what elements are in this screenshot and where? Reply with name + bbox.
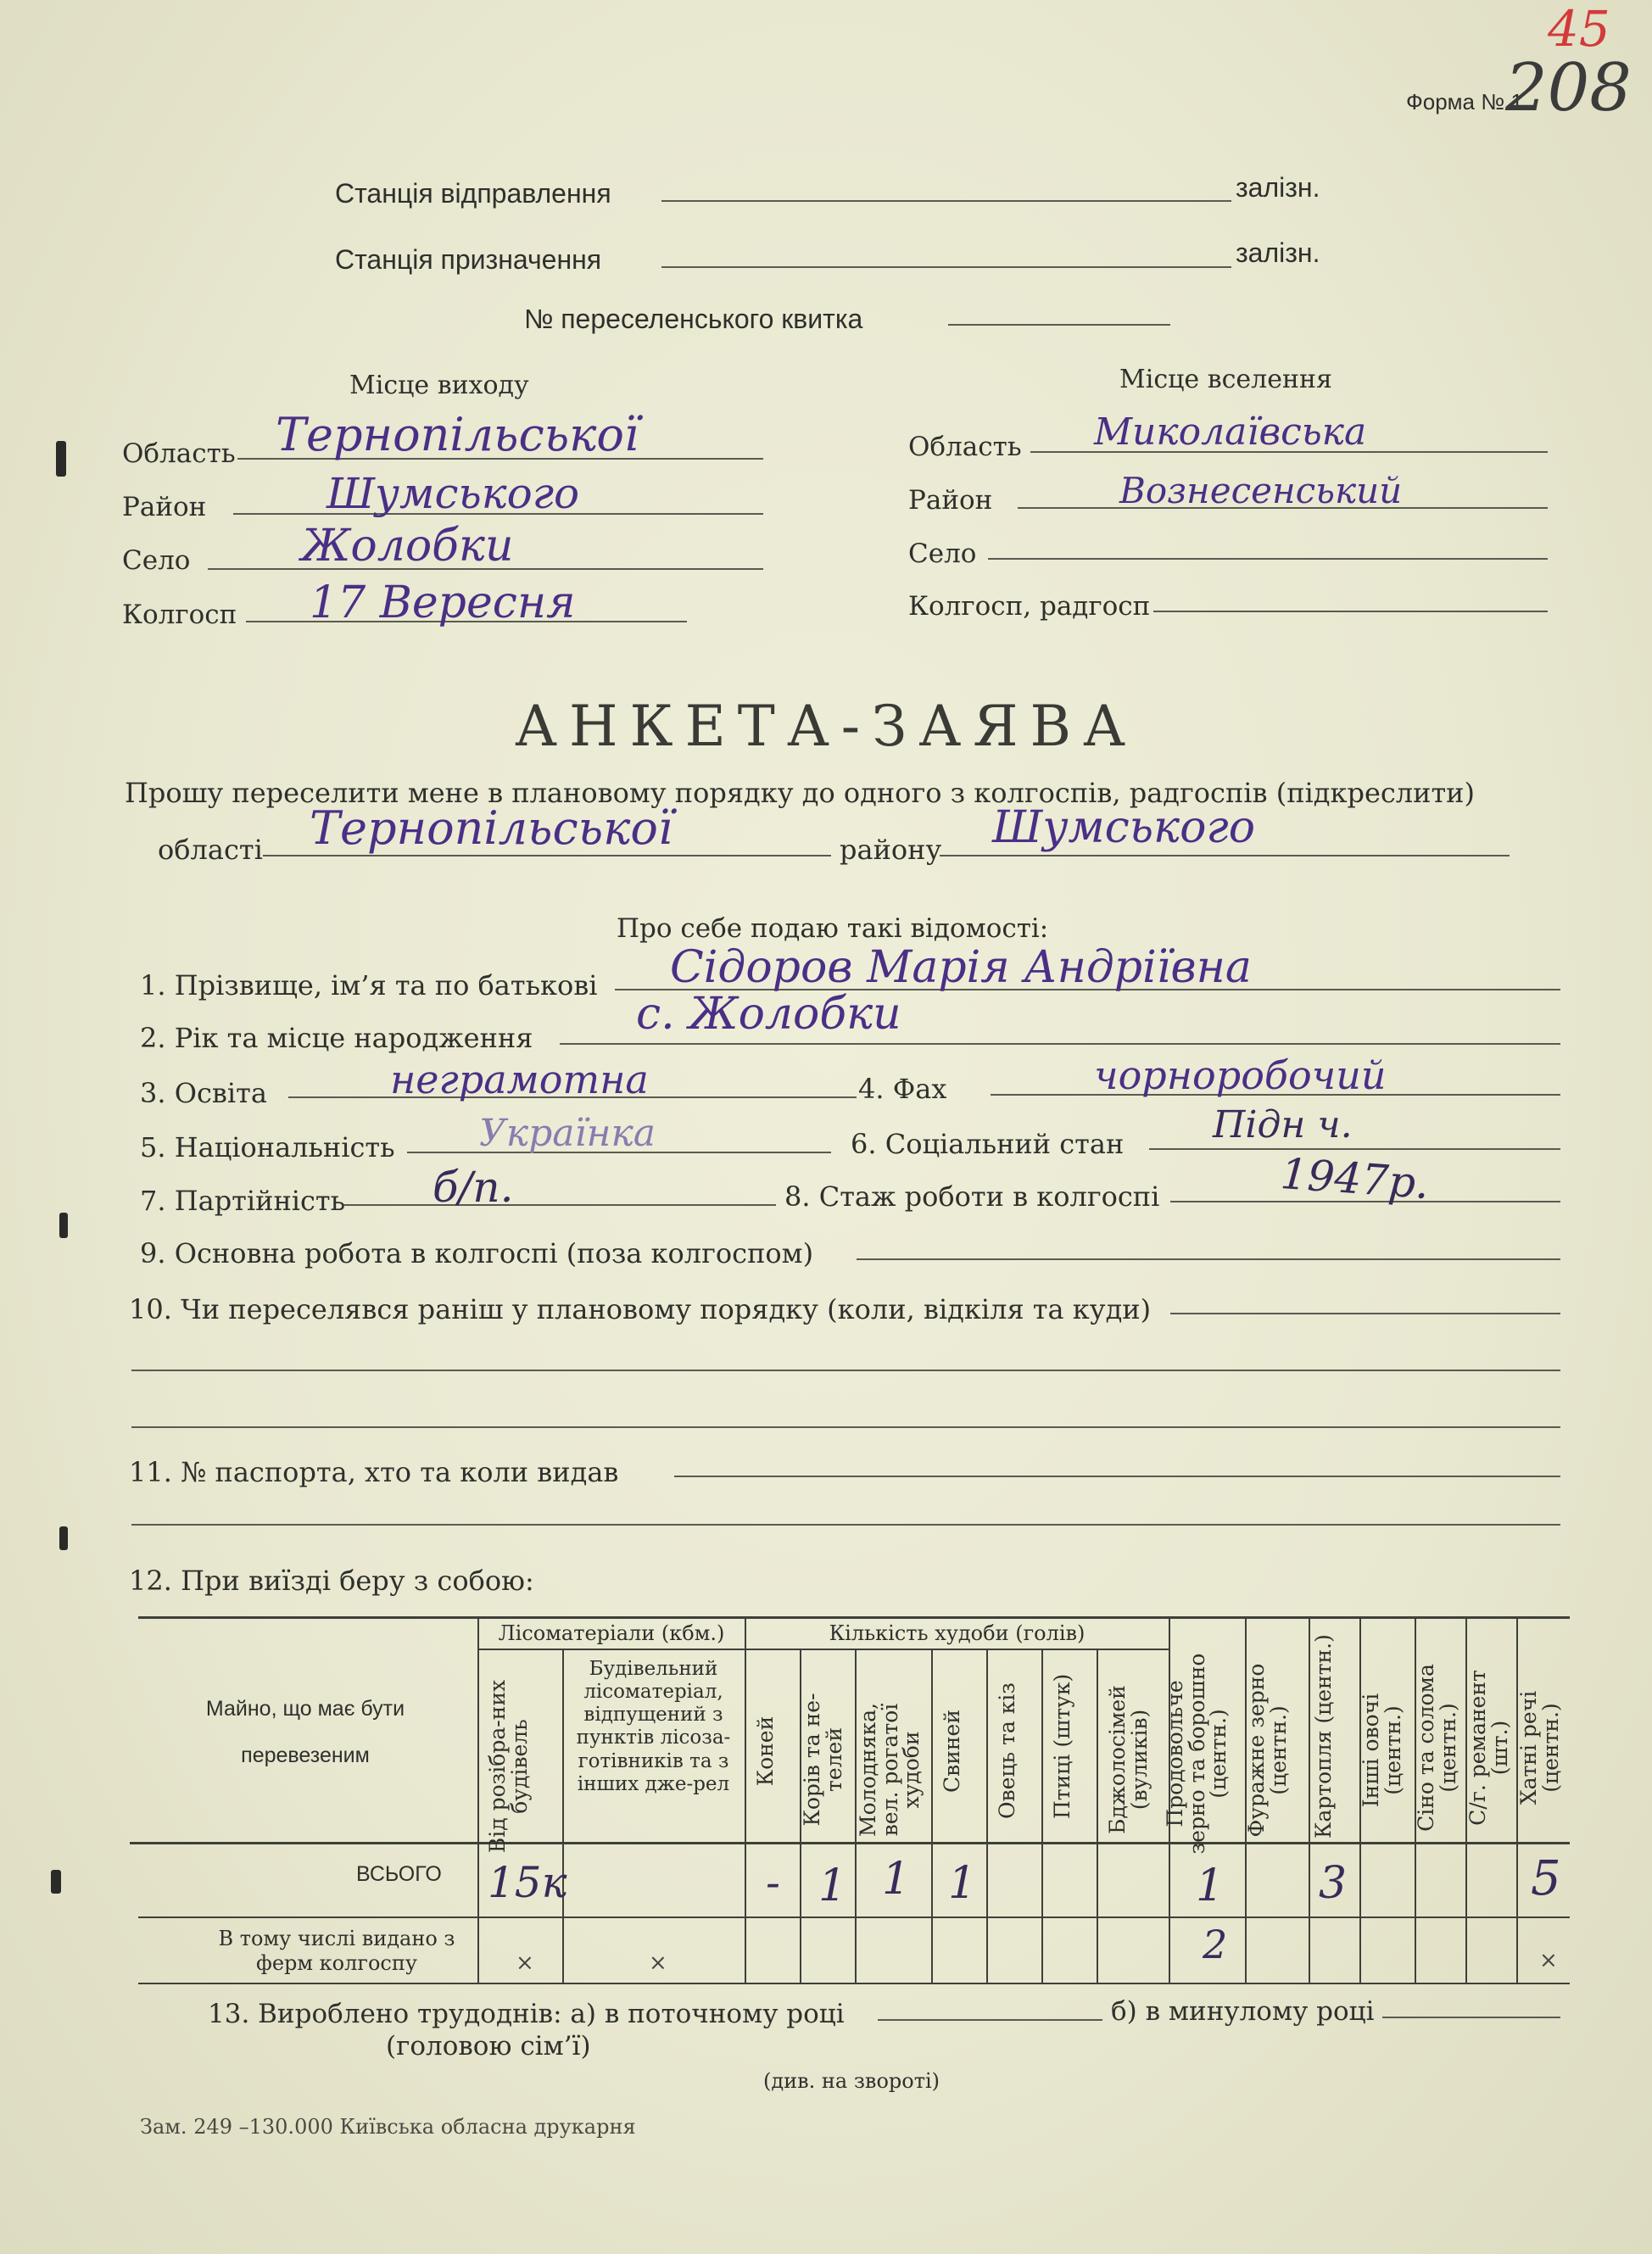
table-line [1041, 1649, 1043, 1983]
ticket-line [948, 324, 1170, 326]
field-10-line [131, 1370, 1560, 1371]
destination-raion-value: Вознесенський [1119, 470, 1403, 511]
field-11-line [131, 1524, 1560, 1526]
col-building-lumber-header: Будівельний лісоматеріал, відпущений з пунктів лісоза-готівників та з інших дже-рел [576, 1658, 731, 1795]
col-veg-header: Інші овочі (центн.) [1359, 1693, 1405, 1808]
group-lumber-header: Лісоматеріали (кбм.) [498, 1621, 725, 1645]
origin-oblast-label: Область [122, 438, 236, 469]
workdays-label: 13. Вироблено трудоднів: а) в поточному році [208, 1999, 845, 2029]
field-5-value: Українка [479, 1112, 656, 1155]
origin-selo-value: Жолобки [301, 521, 514, 572]
field-4-value: чорноробочий [1094, 1052, 1387, 1098]
table-line [138, 1983, 1570, 1984]
form-number-handwritten: 208 [1505, 50, 1632, 126]
col-property-header: Майно, що має бути перевезеним [205, 1697, 405, 1767]
request-oblast-value: Тернопільської [310, 801, 673, 855]
destination-selo-line [988, 558, 1548, 560]
workdays-sub: (головою сім’ї) [386, 2031, 591, 2062]
cross-mark: × [516, 1950, 534, 1976]
departure-railway: залізн. [1236, 172, 1320, 203]
table-line [130, 1842, 1570, 1844]
field-7-line [343, 1204, 776, 1206]
field-6-line [1149, 1148, 1560, 1150]
intro-text: Про себе подаю такі відомості: [617, 913, 1049, 944]
field-3-label: 3. Освіта [140, 1077, 267, 1109]
group-cattle-header: Кількість худоби (голів) [829, 1621, 1086, 1645]
workdays-previous-line [1382, 2017, 1560, 2018]
departure-label: Станція відправлення [335, 178, 611, 209]
ticket-label: № переселенського квитка [524, 304, 863, 334]
punch-hole [51, 1870, 61, 1894]
punch-hole [56, 441, 66, 477]
cross-mark: × [649, 1950, 667, 1976]
destination-kolhosp-line [1153, 611, 1548, 612]
request-line: Прошу переселити мене в плановому порядку до одного з колгоспів, радгоспів (підкреслити) [125, 777, 1475, 809]
request-raion-line [940, 855, 1510, 856]
total-horses: - [766, 1858, 780, 1907]
destination-kolhosp-label: Колгосп, радгосп [908, 591, 1151, 622]
field-6-value: Підн ч. [1213, 1103, 1353, 1147]
col-potato-header: Картопля (центн.) [1311, 1634, 1336, 1838]
field-8-label: 8. Стаж роботи в колгоспі [784, 1180, 1160, 1213]
col-cows-header: Корів та не-телей [800, 1693, 846, 1827]
destination-oblast-label: Область [908, 432, 1022, 462]
field-11-line [674, 1476, 1560, 1477]
cross-mark: × [1539, 1948, 1558, 1973]
punch-hole [59, 1213, 68, 1238]
page-title: АНКЕТА-ЗАЯВА [515, 694, 1137, 759]
origin-selo-label: Село [122, 545, 191, 576]
field-10-line [1170, 1313, 1560, 1314]
col-hay-header: Сіно та солома (центн.) [1414, 1664, 1460, 1832]
col-bees-header: Бджолосімей (вуликів) [1105, 1685, 1152, 1834]
field-12-label: 12. При виїзді беру з собою: [129, 1565, 534, 1597]
field-10-label: 10. Чи переселявся раніш у плановому порядку (коли, відкіля та куди) [129, 1293, 1152, 1325]
table-line [986, 1649, 988, 1983]
punch-hole [59, 1526, 68, 1550]
total-home: 5 [1531, 1851, 1561, 1906]
destination-raion-label: Район [908, 485, 993, 516]
total-cows: 1 [818, 1861, 847, 1911]
table-line [562, 1649, 564, 1983]
row-total-label: ВСЬОГО [356, 1862, 442, 1886]
total-pigs: 1 [948, 1858, 977, 1909]
field-3-value: неграмотна [390, 1057, 649, 1102]
field-9-label: 9. Основна робота в колгоспі (поза колгоспом) [140, 1237, 814, 1269]
total-potato: 3 [1319, 1858, 1348, 1909]
table-line [745, 1616, 746, 1983]
col-feed-header: Фуражне зерно (центн.) [1244, 1663, 1291, 1838]
corner-number-handwritten: 45 [1548, 0, 1610, 58]
workdays-current-line [878, 2019, 1102, 2021]
departure-line [661, 200, 1231, 202]
table-line [1309, 1616, 1310, 1983]
destination-railway: залізн. [1236, 237, 1320, 268]
request-oblast-line [263, 855, 831, 856]
row-farm-label: В тому числі видано з ферм колгоспу [218, 1927, 455, 1975]
form-number-label: Форма № 1 [1406, 89, 1523, 114]
field-11-label: 11. № паспорта, хто та коли видав [129, 1456, 619, 1488]
col-pigs-header: Свиней [940, 1710, 964, 1793]
field-1-value: Сідоров Марія Андріївна [670, 942, 1252, 993]
field-6-label: 6. Соціальний стан [851, 1128, 1125, 1160]
destination-selo-label: Село [908, 538, 977, 569]
field-9-line [857, 1258, 1560, 1260]
table-line [745, 1649, 1169, 1650]
origin-raion-value: Шумського [326, 469, 580, 518]
origin-heading: Місце виходу [349, 371, 529, 400]
request-raion-label: району [840, 834, 942, 866]
field-4-label: 4. Фах [858, 1073, 947, 1105]
see-back-note: (див. на звороті) [763, 2069, 940, 2093]
total-grain: 1 [1196, 1861, 1225, 1911]
total-dismantled: 15к [488, 1858, 567, 1907]
col-home-header: Хатні речі (центн.) [1516, 1690, 1563, 1805]
field-7-value: б/п. [433, 1163, 514, 1212]
field-2-line [560, 1043, 1560, 1045]
field-10-line [131, 1426, 1560, 1428]
request-raion-value: Шумського [992, 802, 1255, 853]
table-line [477, 1616, 479, 1983]
field-7-label: 7. Партійність [140, 1185, 346, 1217]
table-line [138, 1916, 1570, 1918]
origin-raion-label: Район [122, 492, 207, 522]
col-horses-header: Коней [753, 1716, 778, 1787]
field-8-value: 1947р. [1279, 1148, 1431, 1209]
total-young: 1 [882, 1854, 911, 1905]
field-1-label: 1. Прізвище, ім’я та по батькові [140, 969, 598, 1001]
origin-kolhosp-label: Колгосп [122, 600, 237, 630]
origin-oblast-value: Тернопільської [276, 408, 639, 461]
table-line [1097, 1649, 1098, 1983]
origin-kolhosp-value: 17 Вересня [310, 577, 576, 628]
field-5-label: 5. Національність [140, 1131, 395, 1163]
field-2-value: с. Жолобки [636, 989, 901, 1040]
destination-heading: Місце вселення [1119, 365, 1332, 394]
destination-station-line [661, 266, 1231, 268]
request-oblast-label: області [158, 834, 263, 866]
farm-grain: 2 [1203, 1922, 1228, 1967]
col-tools-header: С/г. реманент (шт.) [1465, 1670, 1512, 1826]
col-birds-header: Птиці (штук) [1050, 1673, 1074, 1819]
table-line [477, 1649, 745, 1650]
destination-station-label: Станція призначення [335, 244, 602, 275]
table-line [138, 1616, 1570, 1619]
workdays-previous-label: б) в минулому році [1111, 1996, 1375, 2027]
field-2-label: 2. Рік та місце народження [140, 1022, 533, 1054]
destination-oblast-value: Миколаївська [1094, 410, 1367, 454]
col-grain-header: Продовольче зерно та борошно (центн.) [1163, 1653, 1231, 1855]
printer-note: Зам. 249 –130.000 Київська обласна друкарня [140, 2115, 636, 2139]
table-line [931, 1649, 933, 1983]
col-dismantled-header: Від розібра-них будівель [485, 1679, 532, 1854]
col-young-header: Молодняка, вел. рогатої худоби [856, 1703, 924, 1837]
col-sheep-header: Овець та кіз [995, 1682, 1019, 1819]
